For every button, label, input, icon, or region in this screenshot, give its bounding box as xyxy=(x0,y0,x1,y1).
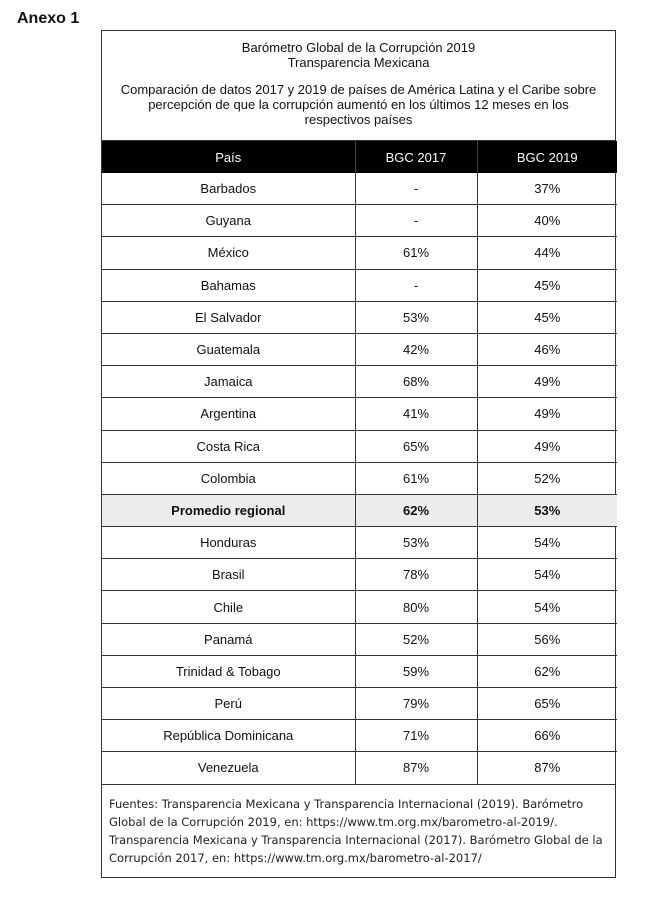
column-header-bgc2019: BGC 2019 xyxy=(477,141,617,173)
table-row xyxy=(102,205,617,237)
report-publisher: Transparencia Mexicana xyxy=(287,55,430,70)
table-row xyxy=(102,752,617,784)
cell-bgc2019: 37% xyxy=(477,173,617,205)
table-row xyxy=(102,398,617,430)
cell-bgc2019: 49% xyxy=(477,398,617,430)
table-row xyxy=(102,237,617,269)
annex-title: Anexo 1 xyxy=(17,10,80,27)
table-row xyxy=(102,333,617,365)
cell-country: Honduras xyxy=(102,527,355,559)
cell-country: Guatemala xyxy=(102,333,355,365)
cell-country: Bahamas xyxy=(102,269,355,301)
column-header-country: País xyxy=(102,141,355,173)
column-header-row xyxy=(102,141,617,173)
cell-country: Trinidad & Tobago xyxy=(102,655,355,687)
table-row xyxy=(102,173,617,205)
cell-bgc2017: 61% xyxy=(355,237,477,269)
table-row xyxy=(102,269,617,301)
cell-country: Argentina xyxy=(102,398,355,430)
table-row xyxy=(102,720,617,752)
cell-bgc2019: 45% xyxy=(477,301,617,333)
cell-bgc2019: 52% xyxy=(477,462,617,494)
cell-country: México xyxy=(102,237,355,269)
cell-bgc2019: 56% xyxy=(477,623,617,655)
table-row xyxy=(102,462,617,494)
cell-country: Chile xyxy=(102,591,355,623)
cell-bgc2019: 87% xyxy=(477,752,617,784)
cell-bgc2017: 42% xyxy=(355,333,477,365)
table-row-regional-average xyxy=(102,494,617,526)
cell-bgc2017: 52% xyxy=(355,623,477,655)
cell-country: República Dominicana xyxy=(102,720,355,752)
cell-country: Brasil xyxy=(102,559,355,591)
column-header-bgc2017: BGC 2017 xyxy=(355,141,477,173)
cell-country: Panamá xyxy=(102,623,355,655)
table-row xyxy=(102,430,617,462)
cell-country: Jamaica xyxy=(102,366,355,398)
table-row xyxy=(102,366,617,398)
report-description: Comparación de datos 2017 y 2019 de países de América Latina y el Caribe sobre percepción de que la corrupción aumentó en los últimos 12 meses en los respectivos países xyxy=(120,82,597,127)
cell-bgc2019: 54% xyxy=(477,527,617,559)
cell-bgc2019: 44% xyxy=(477,237,617,269)
cell-country: Colombia xyxy=(102,462,355,494)
cell-country: El Salvador xyxy=(102,301,355,333)
cell-bgc2017: 79% xyxy=(355,688,477,720)
cell-bgc2017: 59% xyxy=(355,655,477,687)
document-frame xyxy=(101,30,616,878)
cell-country: Costa Rica xyxy=(102,430,355,462)
cell-bgc2019: 49% xyxy=(477,366,617,398)
cell-country: Perú xyxy=(102,688,355,720)
table-body xyxy=(102,173,617,784)
cell-bgc2017: 53% xyxy=(355,301,477,333)
cell-bgc2019: 46% xyxy=(477,333,617,365)
cell-bgc2017: 68% xyxy=(355,366,477,398)
cell-bgc2017: 62% xyxy=(355,494,477,526)
cell-bgc2017: 41% xyxy=(355,398,477,430)
table-row xyxy=(102,623,617,655)
cell-country: Venezuela xyxy=(102,752,355,784)
cell-country: Guyana xyxy=(102,205,355,237)
table-row xyxy=(102,559,617,591)
sources-note: Fuentes: Transparencia Mexicana y Transparencia Internacional (2019). Barómetro Global de la Corrupción 2019, en: https://www.tm.org.mx/barometro-al-2019/. Transparencia Mexicana y Transparencia Internacional (2017). Barómetro Global de la Corrupción 2017, en: https://www.tm.org.mx/barometro-al-2017/ xyxy=(102,784,615,904)
cell-bgc2017: 65% xyxy=(355,430,477,462)
cell-bgc2019: 40% xyxy=(477,205,617,237)
cell-bgc2017: 61% xyxy=(355,462,477,494)
data-table xyxy=(102,141,617,784)
cell-bgc2017: - xyxy=(355,269,477,301)
table-row xyxy=(102,527,617,559)
table-row xyxy=(102,655,617,687)
cell-bgc2017: - xyxy=(355,173,477,205)
cell-bgc2019: 53% xyxy=(477,494,617,526)
cell-bgc2019: 45% xyxy=(477,269,617,301)
cell-bgc2017: 71% xyxy=(355,720,477,752)
table-row xyxy=(102,591,617,623)
cell-bgc2019: 65% xyxy=(477,688,617,720)
cell-bgc2019: 66% xyxy=(477,720,617,752)
cell-bgc2019: 54% xyxy=(477,559,617,591)
cell-country: Barbados xyxy=(200,181,257,197)
table-row xyxy=(102,301,617,333)
cell-bgc2019: 54% xyxy=(477,591,617,623)
cell-bgc2017: 80% xyxy=(355,591,477,623)
cell-bgc2017: 87% xyxy=(355,752,477,784)
cell-bgc2017: 53% xyxy=(355,527,477,559)
cell-country: Promedio regional xyxy=(102,494,355,526)
cell-bgc2017: - xyxy=(355,205,477,237)
table-row xyxy=(102,688,617,720)
cell-bgc2019: 62% xyxy=(477,655,617,687)
table-header-block xyxy=(102,31,615,141)
report-title: Barómetro Global de la Corrupción 2019 xyxy=(241,40,476,55)
cell-bgc2019: 49% xyxy=(477,430,617,462)
cell-bgc2017: 78% xyxy=(355,559,477,591)
